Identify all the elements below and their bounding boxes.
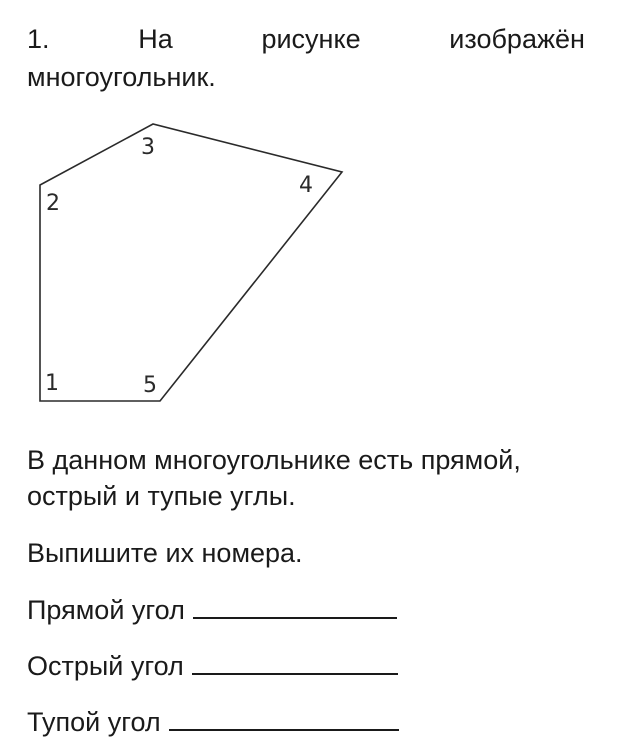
instruction: Выпишите их номера. — [27, 538, 303, 568]
obtuse-angle-answer — [27, 704, 597, 740]
obtuse-angle-label: Тупой угол — [27, 707, 161, 737]
vertex-label-1: 1 — [45, 371, 59, 396]
task-word-3: изображён — [449, 24, 585, 54]
statement-line-2: острый и тупые углы. — [27, 481, 296, 511]
obtuse-angle-blank[interactable] — [169, 707, 399, 731]
statement — [27, 442, 597, 514]
vertex-label-4: 4 — [299, 173, 313, 198]
acute-angle-answer — [27, 648, 597, 684]
task-number: 1. — [27, 24, 50, 54]
task-line-2: многоугольник. — [27, 62, 216, 92]
task-word-1: На — [138, 24, 173, 54]
right-angle-label: Прямой угол — [27, 595, 185, 625]
vertex-label-5: 5 — [143, 373, 157, 398]
right-angle-answer — [27, 592, 597, 628]
task-word-2: рисунке — [261, 24, 361, 54]
acute-angle-label: Острый угол — [27, 651, 184, 681]
right-angle-blank[interactable] — [193, 595, 397, 619]
acute-angle-blank[interactable] — [192, 651, 398, 675]
vertex-label-3: 3 — [141, 135, 155, 160]
statement-line-1: В данном многоугольнике есть прямой, — [27, 445, 521, 475]
pentagon-outline — [40, 124, 342, 401]
vertex-label-2: 2 — [46, 191, 60, 216]
